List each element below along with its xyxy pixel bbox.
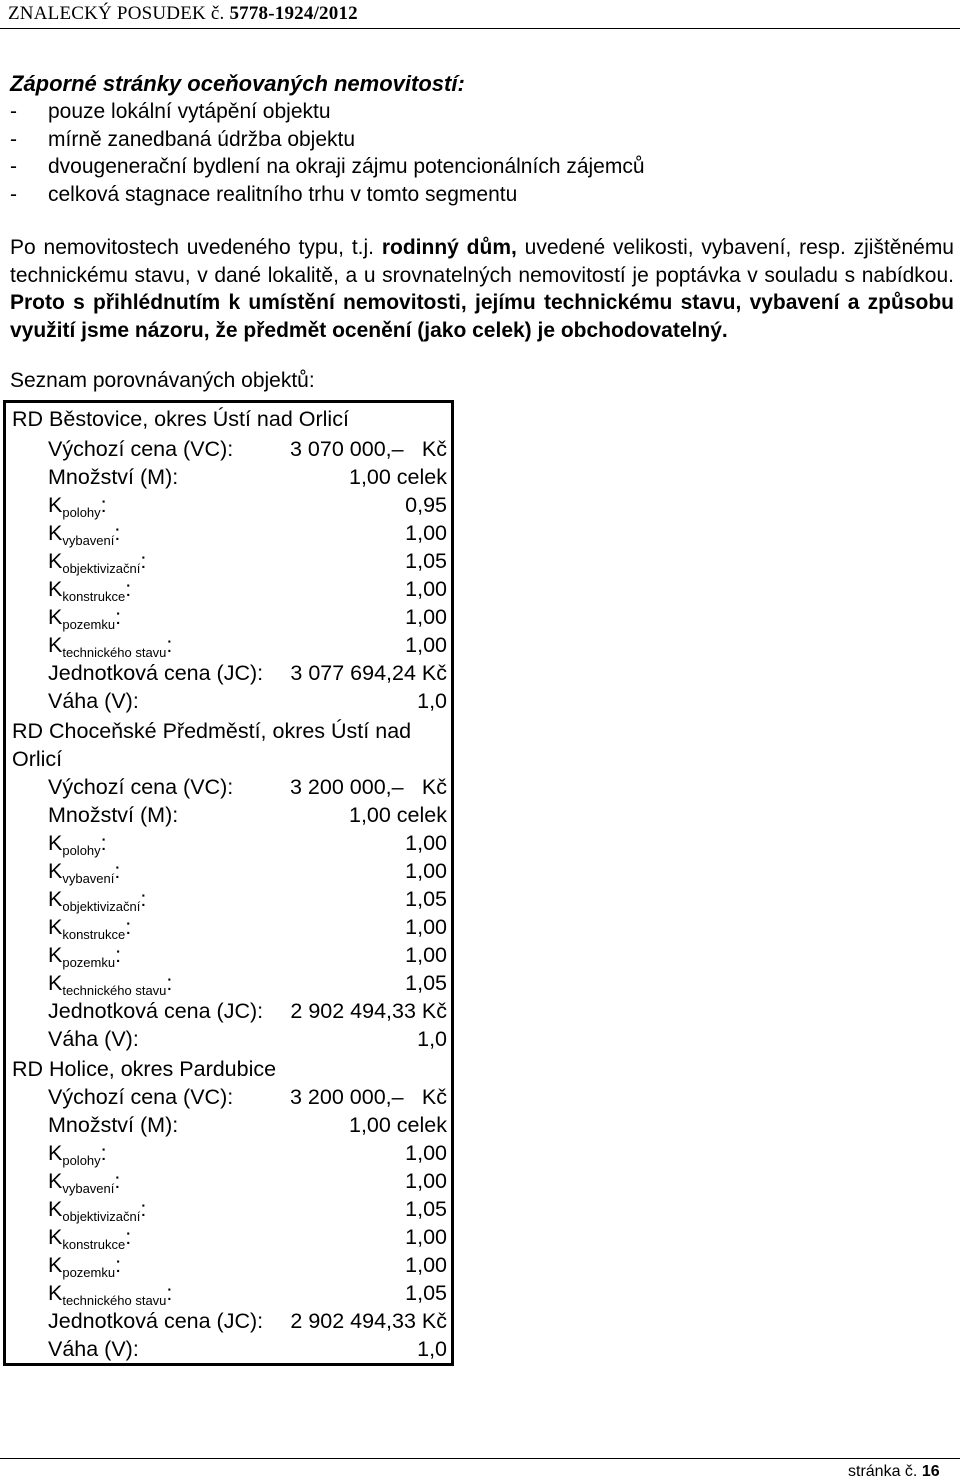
row-jc: Jednotková cena (JC): 2 902 494,33 Kč — [48, 1309, 447, 1333]
document-title — [8, 2, 358, 26]
comparison-box — [3, 400, 454, 1366]
list-heading: Seznam porovnávaných objektů: — [10, 369, 315, 392]
row-k-technickeho-stavu: $K_{technického stavu}$: 1,05 — [48, 971, 447, 998]
row-k-objektivizacni: $K_{objektivizační}$: 1,05 — [48, 1197, 447, 1224]
row-k-polohy: $K_{polohy}$: 1,00 — [48, 1141, 447, 1168]
row-vc: Výchozí cena (VC): 3 070 000,– Kč — [48, 437, 447, 461]
row-weight: Váha (V): 1,0 — [48, 1027, 447, 1051]
row-vc: Výchozí cena (VC): 3 200 000,– Kč — [48, 1085, 447, 1109]
row-jc: Jednotková cena (JC): 2 902 494,33 Kč — [48, 999, 447, 1023]
title-number: 5778-1924/2012 — [229, 3, 358, 24]
list-item: - dvougenerační bydlení na okraji zájmu potencionálních zájemců — [10, 155, 645, 178]
list-item: - pouze lokální vytápění objektu — [10, 100, 331, 123]
document-header — [0, 0, 960, 29]
object-title: RD Běstovice, okres Ústí nad Orlicí — [12, 407, 349, 431]
row-k-pozemku: $K_{pozemku}$: 1,00 — [48, 1253, 447, 1280]
page-number: 16 — [921, 1463, 940, 1480]
page-footer — [848, 1462, 940, 1482]
negatives-list — [10, 98, 645, 208]
row-k-technickeho-stavu: $K_{technického stavu}$: 1,00 — [48, 633, 447, 660]
list-item: - celková stagnace realitního trhu v tomto segmentu — [10, 182, 518, 206]
object-title: RD Choceňské Předměstí, okres Ústí nad Orlicí — [12, 719, 412, 771]
row-jc: Jednotková cena (JC): 3 077 694,24 Kč — [48, 661, 447, 685]
list-item: - mírně zanedbaná údržba objektu — [10, 127, 356, 151]
object-title: RD Holice, okres Pardubice — [12, 1057, 277, 1081]
row-qty: Množství (M): 1,00 celek — [48, 465, 447, 489]
row-k-vybaveni: $K_{vybavení}$: 1,00 — [48, 859, 447, 886]
row-qty: Množství (M): 1,00 celek — [48, 1113, 447, 1137]
row-weight: Váha (V): 1,0 — [48, 689, 447, 713]
row-k-vybaveni: $K_{vybavení}$: 1,00 — [48, 521, 447, 548]
title-prefix: ZNALECKÝ POSUDEK č. — [8, 3, 225, 24]
footer-label: stránka č. — [848, 1463, 918, 1480]
row-k-pozemku: $K_{pozemku}$: 1,00 — [48, 605, 447, 632]
row-weight: Váha (V): 1,0 — [48, 1337, 447, 1361]
row-k-objektivizacni: $K_{objektivizační}$: 1,05 — [48, 887, 447, 914]
row-k-polohy: $K_{polohy}$: 0,95 — [48, 493, 447, 520]
row-vc: Výchozí cena (VC): 3 200 000,– Kč — [48, 775, 447, 799]
row-k-konstrukce: $K_{konstrukce}$: 1,00 — [48, 577, 447, 604]
row-k-objektivizacni: $K_{objektivizační}$: 1,05 — [48, 549, 447, 576]
row-k-konstrukce: $K_{konstrukce}$: 1,00 — [48, 915, 447, 942]
row-qty: Množství (M): 1,00 celek — [48, 803, 447, 827]
negatives-title: Záporné stránky oceňovaných nemovitostí: — [10, 71, 465, 96]
market-paragraph: Po nemovitostech uvedeného typu, t.j. rodinný dům, uvedené velikosti, vybavení, resp. zjištěnému technickému stavu, v dané lokalitě, a u srovnatelných nemovitostí je poptávka v souladu s nabídkou. Proto s přihlédnutím k umístění nemovitosti, jejímu technickému stavu, vybavení a způsobu využití jsme názoru, že předmět ocenění (jako celek) je obchodovatelný. — [10, 236, 954, 342]
row-k-konstrukce: $K_{konstrukce}$: 1,00 — [48, 1225, 447, 1252]
row-k-technickeho-stavu: $K_{technického stavu}$: 1,05 — [48, 1281, 447, 1308]
row-k-polohy: $K_{polohy}$: 1,00 — [48, 831, 447, 858]
row-k-pozemku: $K_{pozemku}$: 1,00 — [48, 943, 447, 970]
footer-divider — [0, 1458, 960, 1459]
row-k-vybaveni: $K_{vybavení}$: 1,00 — [48, 1169, 447, 1196]
